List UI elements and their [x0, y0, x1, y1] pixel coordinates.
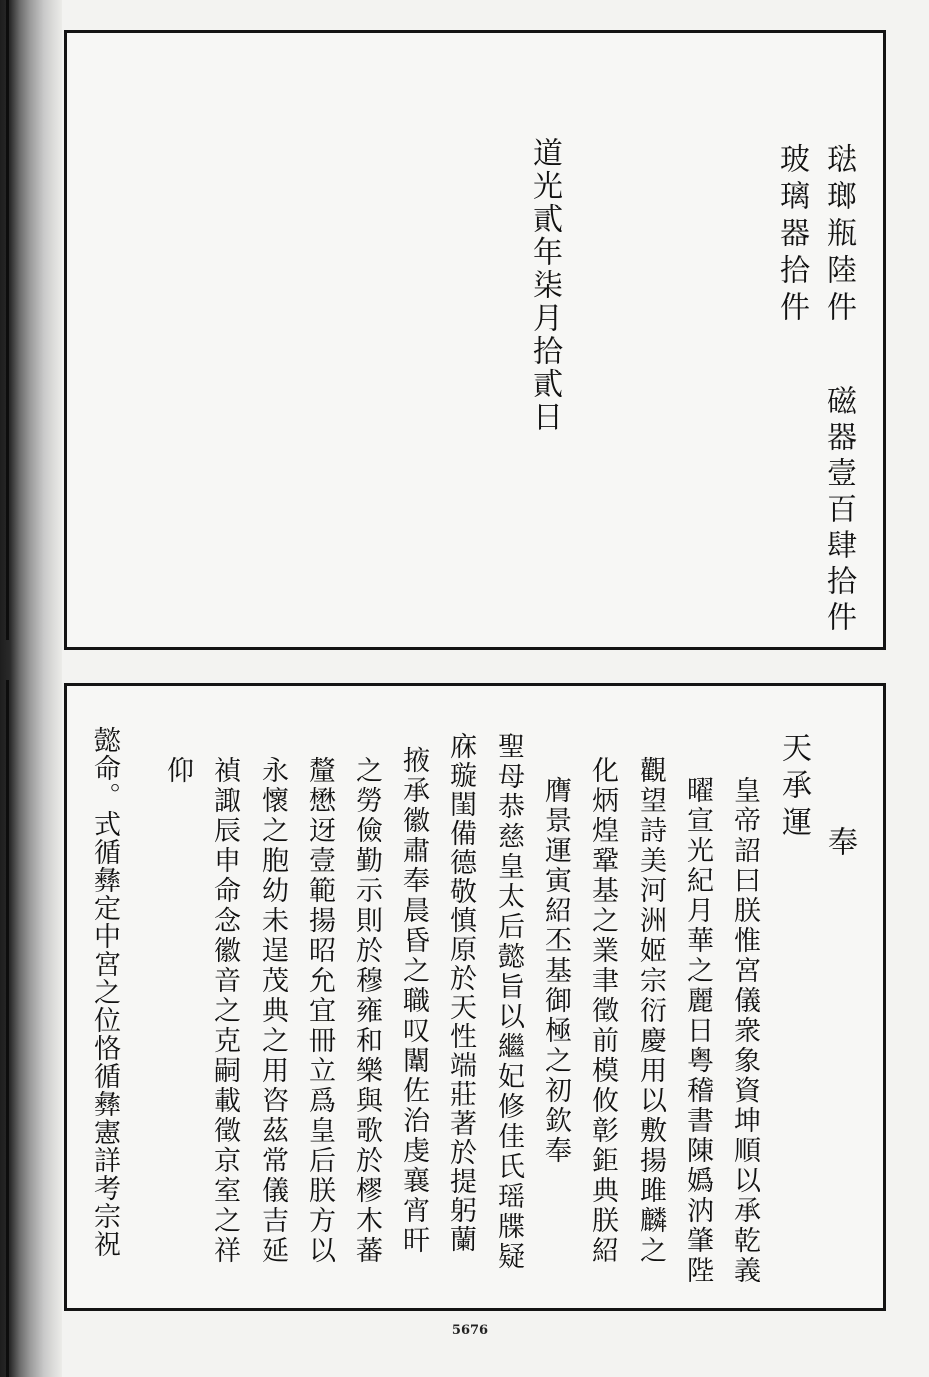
- edict-column-7: 膺景運寅紹丕基御極之初欽奉: [540, 776, 571, 1166]
- document-date: 道光貳年柒月拾貳日: [527, 137, 562, 434]
- edict-column-16: 懿命。式循彝定中宮之位恪循彝憲詳考宗祝: [89, 726, 120, 1258]
- edict-column-6: 化炳煌鞏基之業聿徵前模攸彰鉅典朕紹: [587, 756, 618, 1266]
- page-number: 5676: [451, 1323, 489, 1338]
- edict-column-9: 庥璇閨備德敬慎原於天性端莊著於提躬蘭: [445, 732, 476, 1254]
- book-spine: [0, 0, 62, 1377]
- spine-edge-upper: [6, 0, 9, 640]
- top-document-panel: [64, 30, 886, 650]
- edict-column-12: 釐懋迓壹範揚昭允宜冊立爲皇后朕方以: [304, 756, 335, 1266]
- inventory-line-enamel-vases: 琺瑯瓶陸件: [821, 143, 856, 328]
- edict-column-3: 皇帝詔曰朕惟宮儀衆象資坤順以承乾義: [729, 776, 760, 1286]
- inventory-line-porcelain: 磁器壹百肆拾件: [821, 385, 856, 637]
- edict-column-10: 掖承徽肅奉晨昏之職叹闈佐治虔襄宵旰: [398, 746, 429, 1256]
- edict-column-13: 永懷之胞幼未逞茂典之用咨茲常儀吉延: [257, 756, 288, 1266]
- edict-column-15: 仰: [162, 756, 193, 790]
- bottom-document-panel: [64, 683, 886, 1311]
- edict-column-8: 聖母恭慈皇太后懿旨以繼妃修佳氏瑶牒疑: [493, 732, 524, 1272]
- edict-column-4: 曜宣光紀月華之麗日粤稽書陳嬀汭肇陛: [682, 776, 713, 1286]
- spine-edge-lower: [6, 680, 9, 1377]
- edict-column-1: 天承運: [776, 732, 811, 843]
- edict-column-11: 之勞儉勤示則於穆雍和樂與歌於樛木蕃: [351, 756, 382, 1266]
- edict-column-14: 禎諏辰申命念徽音之克嗣載徵京室之祥: [209, 756, 240, 1266]
- inventory-line-glassware: 玻璃器拾件: [774, 143, 809, 328]
- edict-column-5: 觀望詩美河洲姬宗衍慶用以敷揚雎麟之: [635, 756, 666, 1266]
- edict-column-2: 奉: [822, 826, 857, 863]
